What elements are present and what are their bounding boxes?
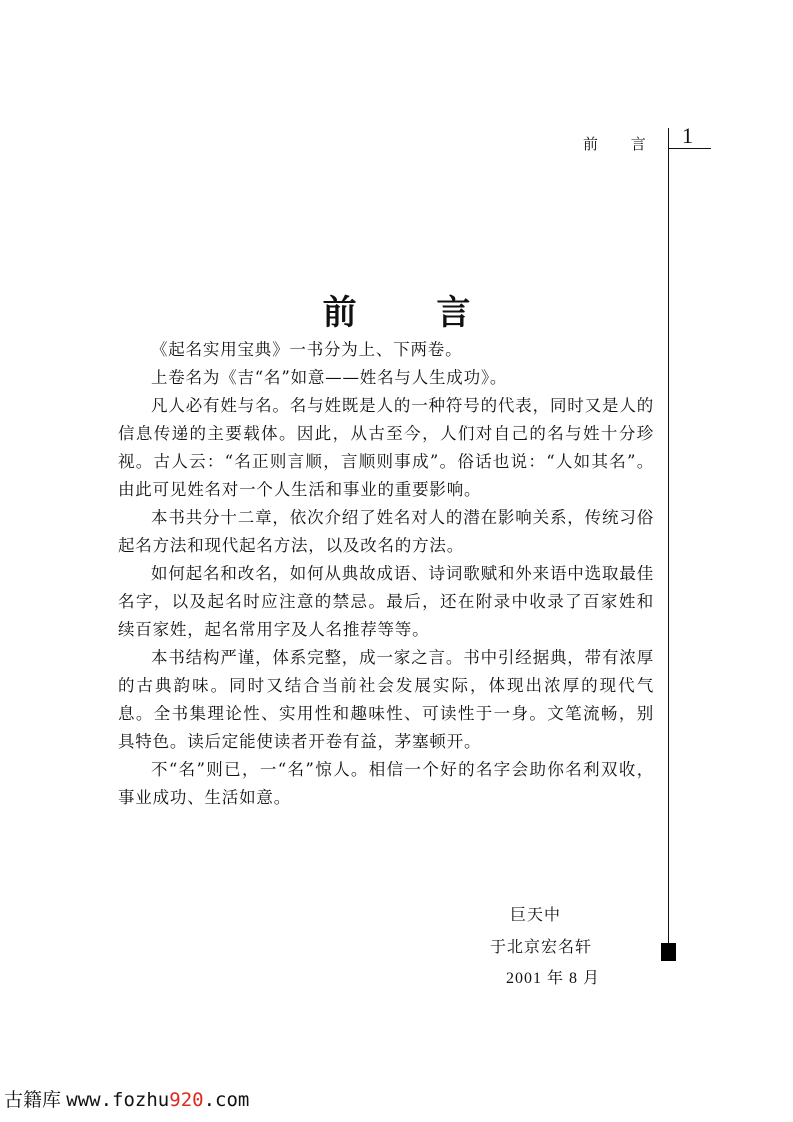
- watermark-url-number: 920: [169, 1089, 204, 1111]
- paragraph: 不“名”则已，一“名”惊人。相信一个好的名字会助你名利双收，事业成功、生活如意。: [118, 760, 654, 807]
- site-watermark: [4, 1085, 249, 1112]
- paragraph: 《起名实用宝典》一书分为上、下两卷。: [151, 340, 463, 359]
- running-head-title: 前 言: [583, 135, 660, 153]
- paragraph: 本书结构严谨，体系完整，成一家之言。书中引经据典，带有浓厚的古典韵味。同时又结合当前社会发展实际，体现出浓厚的现代气息。全书集理论性、实用性和趣味性、可读性于一身。文笔流畅，别具特色。读后定能使读者开卷有益，茅塞顿开。: [118, 648, 654, 751]
- margin-vertical-rule: [668, 128, 669, 943]
- margin-thumb-block: [661, 943, 676, 961]
- signature-author: 巨天中: [510, 905, 562, 924]
- paragraph: 如何起名和改名，如何从典故成语、诗词歌赋和外来语中选取最佳名字，以及起名时应注意的禁忌。最后，还在附录中收录了百家姓和续百家姓，起名常用字及人名推荐等等。: [118, 564, 654, 639]
- signature-place: 于北京宏名轩: [490, 937, 593, 956]
- watermark-url: [66, 1089, 249, 1111]
- preface-body: [118, 336, 654, 812]
- page-number: 1: [682, 123, 693, 148]
- watermark-url-prefix: www.fozhu: [66, 1089, 170, 1111]
- page-title: 前 言: [322, 292, 505, 333]
- watermark-brand: 古籍库: [4, 1090, 62, 1111]
- paragraph: 本书共分十二章，依次介绍了姓名对人的潜在影响关系，传统习俗起名方法和现代起名方法，以及改名的方法。: [118, 508, 654, 555]
- paragraph: 凡人必有姓与名。名与姓既是人的一种符号的代表，同时又是人的信息传递的主要载体。因此，从古至今，人们对自己的名与姓十分珍视。古人云：“名正则言顺，言顺则事成”。俗话也说：“人如其名”。由此可见姓名对一个人生活和事业的重要影响。: [118, 396, 654, 499]
- header-rule: [668, 148, 711, 149]
- signature-block: [480, 899, 620, 995]
- paragraph: 上卷名为《吉“名”如意——姓名与人生成功》。: [151, 368, 508, 387]
- signature-date: 2001 年 8 月: [506, 970, 601, 987]
- watermark-url-suffix: .com: [203, 1089, 250, 1111]
